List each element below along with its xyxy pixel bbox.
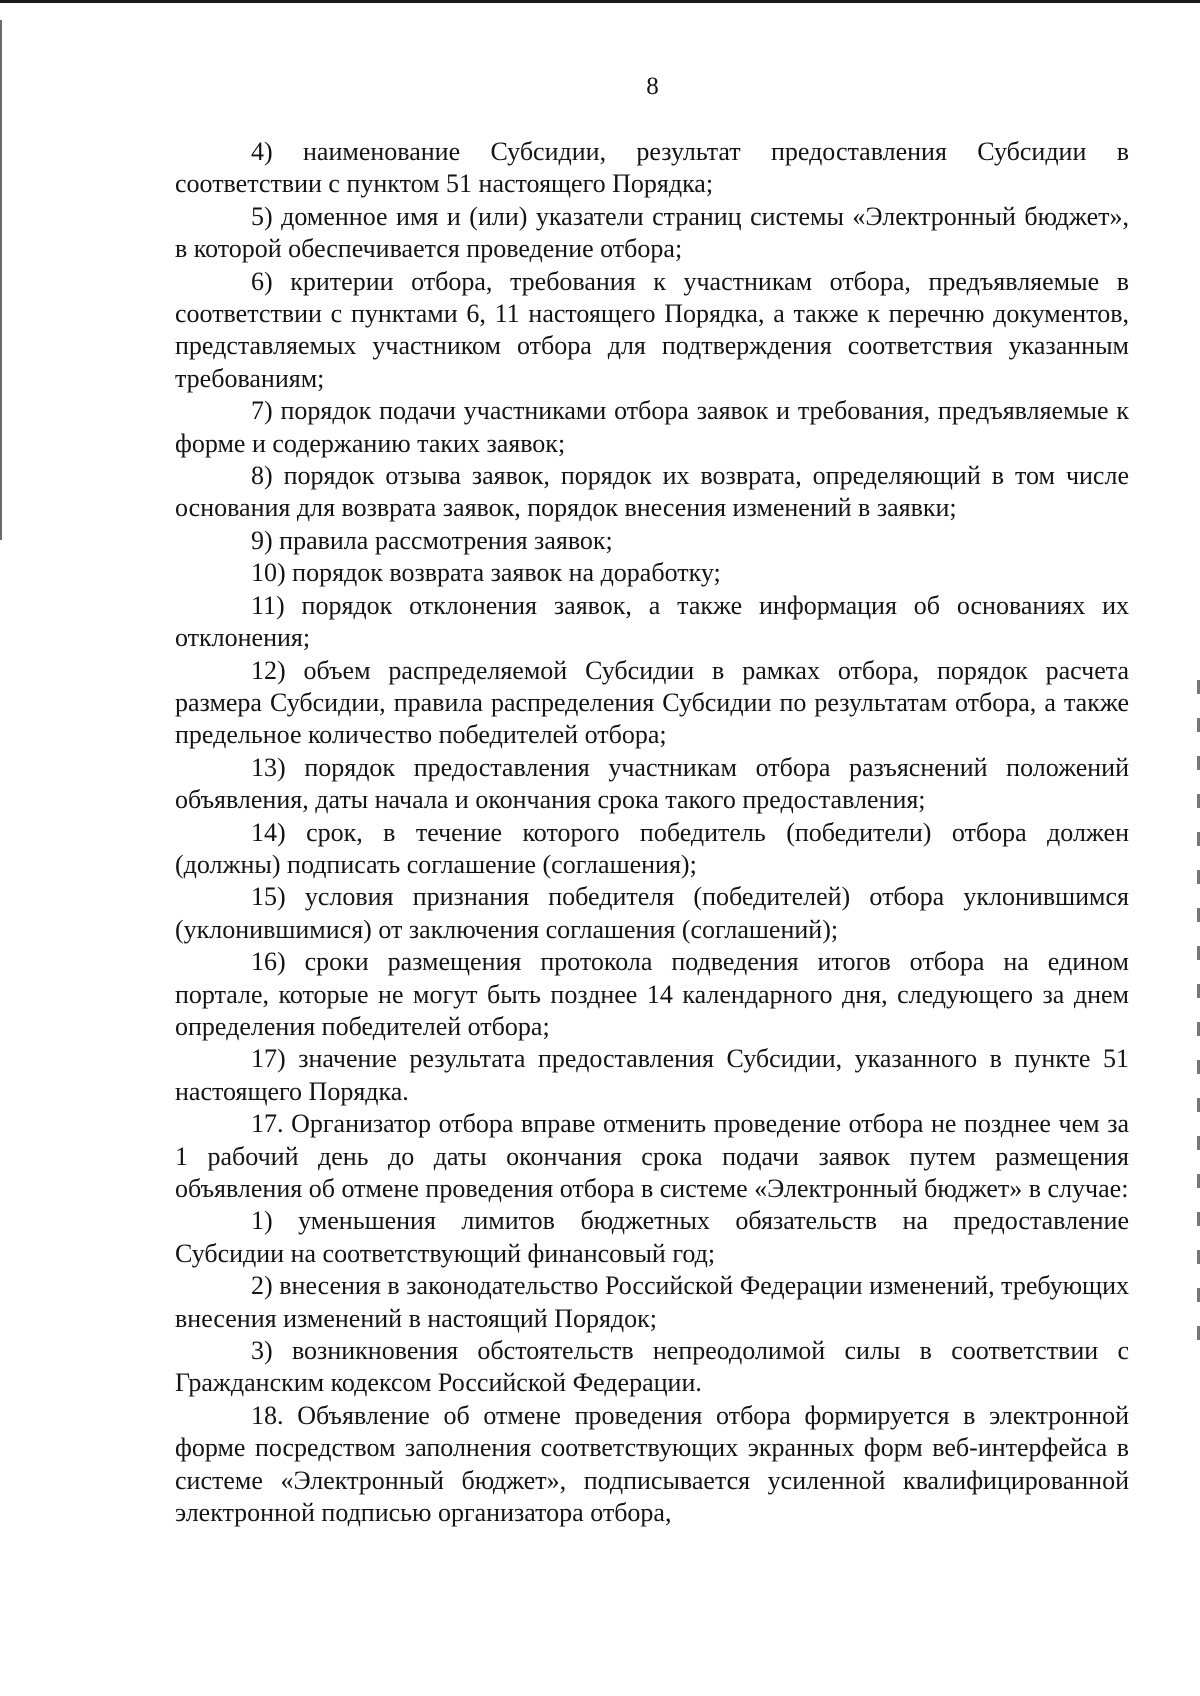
paragraph: 11) порядок отклонения заявок, а также информация об основаниях их отклонения; <box>175 590 1129 653</box>
document-body <box>175 136 1129 1529</box>
page-number: 8 <box>646 73 659 100</box>
paragraph: 17. Организатор отбора вправе отменить проведение отбора не позднее чем за 1 рабочий день до даты окончания срока подачи заявок путем размещения объявления об отмене проведения отбора в системе «Электронный бюджет» в случае: <box>175 1109 1129 1203</box>
paragraph: 3) возникновения обстоятельств непреодолимой силы в соответствии с Гражданским кодексом Российской Федерации. <box>175 1336 1129 1398</box>
paragraph: 5) доменное имя и (или) указатели страниц системы «Электронный бюджет», в которой обеспечивается проведение отбора; <box>175 201 1129 264</box>
paragraph: 15) условия признания победителя (победителей) отбора уклонившимся (уклонившимися) от заключения соглашения (соглашений); <box>175 882 1129 944</box>
paragraph: 1) уменьшения лимитов бюджетных обязательств на предоставление Субсидии на соответствующий финансовый год; <box>175 1206 1129 1268</box>
paragraph: 4) наименование Субсидии, результат предоставления Субсидии в соответствии с пунктом 51 настоящего Порядка; <box>175 137 1129 199</box>
paragraph: 12) объем распределяемой Субсидии в рамках отбора, порядок расчета размера Субсидии, правила распределения Субсидии по результатам отбора, а также предельное количество победителей отбора; <box>175 655 1129 750</box>
paragraph: 17) значение результата предоставления Субсидии, указанного в пункте 51 настоящего Порядка. <box>175 1044 1129 1106</box>
paragraph: 10) порядок возврата заявок на доработку; <box>251 558 721 588</box>
paragraph: 9) правила рассмотрения заявок; <box>251 525 613 555</box>
paragraph: 14) срок, в течение которого победитель (победители) отбора должен (должны) подписать соглашение (соглашения); <box>175 817 1129 879</box>
paragraph: 8) порядок отзыва заявок, порядок их возврата, определяющий в том числе основания для возврата заявок, порядок внесения изменений в заявки; <box>175 461 1129 523</box>
paragraph: 13) порядок предоставления участникам отбора разъяснений положений объявления, даты начала и окончания срока такого предоставления; <box>175 752 1129 815</box>
paragraph: 16) сроки размещения протокола подведения итогов отбора на едином портале, которые не могут быть позднее 14 календарного дня, следующего за днем определения победителей отбора; <box>175 947 1129 1041</box>
paragraph: 7) порядок подачи участниками отбора заявок и требования, предъявляемые к форме и содержанию таких заявок; <box>175 396 1129 458</box>
scan-top-edge <box>0 0 1200 3</box>
paragraph: 18. Объявление об отмене проведения отбора формируется в электронной форме посредством заполнения соответствующих экранных форм веб-интерфейса в системе «Электронный бюджет», подписывается усиленной квалифицированной электронной подписью организатора отбора, <box>175 1400 1129 1528</box>
paragraph: 2) внесения в законодательство Российской Федерации изменений, требующих внесения изменений в настоящий Порядок; <box>175 1271 1129 1333</box>
paragraph: 6) критерии отбора, требования к участникам отбора, предъявляемые в соответствии с пунктами 6, 11 настоящего Порядка, а также к перечню документов, представляемых участником отбора для подтверждения соответствия указанным требованиям; <box>175 266 1129 393</box>
